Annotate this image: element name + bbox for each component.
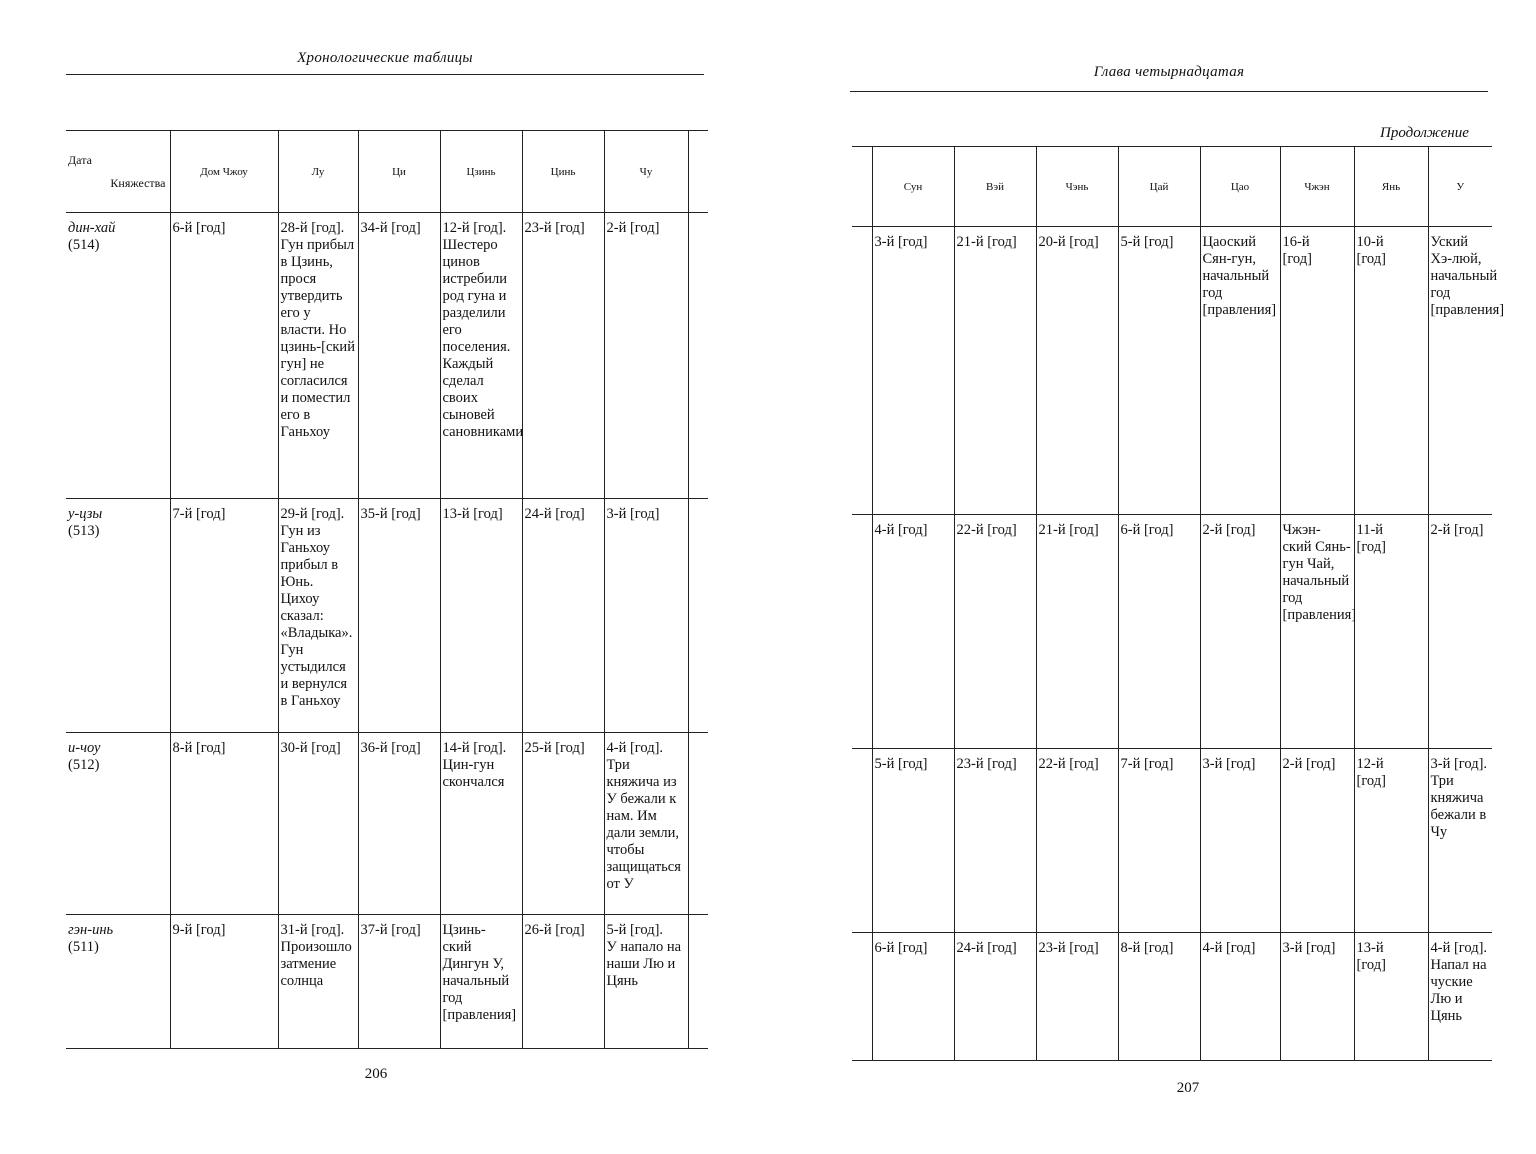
corner-label-date: Дата [68, 152, 92, 167]
table-cell: 21-й [год] [1036, 515, 1118, 749]
table-cell: 36-й [год] [358, 733, 440, 915]
column-header: Цао [1200, 147, 1280, 227]
table-cell: 5-й [год]. У напало на наши Лю и Цянь [604, 915, 688, 1049]
table-cell: 23-й [год] [522, 213, 604, 499]
table-cell: 2-й [год] [1428, 515, 1492, 749]
table-cell: Чжэн- ский Сянь-гун Чай, начальный год [правления] [1280, 515, 1354, 749]
chronology-table-right [852, 146, 1505, 1061]
table-cell: 8-й [год] [170, 733, 278, 915]
date-cell: у-цзы (513) [66, 499, 170, 733]
table-cell: 4-й [год]. Напал на чуские Лю и Цянь [1428, 933, 1492, 1061]
table-cell: 22-й [год] [1036, 749, 1118, 933]
column-header: Лу [278, 131, 358, 213]
table-cell: 23-й [год] [954, 749, 1036, 933]
right-page [760, 0, 1536, 1154]
column-header: Ци [358, 131, 440, 213]
column-header: Сун [872, 147, 954, 227]
table-row [66, 733, 708, 915]
table-cell: 35-й [год] [358, 499, 440, 733]
column-header: У [1428, 147, 1492, 227]
table-cell: 8-й [год] [1118, 933, 1200, 1061]
table-cell: 6-й [год] [170, 213, 278, 499]
table-cell: 12-й [год]. Шестеро цинов истребили род гуна и разделили его поселения. Каждый сделал своих сыновей сановниками [440, 213, 522, 499]
table-cell: 3-й [год] [1200, 749, 1280, 933]
chronology-table-left [66, 130, 708, 1049]
table-cell: 3-й [год] [1280, 933, 1354, 1061]
date-cell: и-чоу (512) [66, 733, 170, 915]
table-cell: 2-й [год] [1280, 749, 1354, 933]
table-cell: 30-й [год] [278, 733, 358, 915]
table-cell: 24-й [год] [522, 499, 604, 733]
continued-label: Продолжение [1380, 125, 1469, 141]
column-header: Чжэн [1280, 147, 1354, 227]
table-cell: 13-й [год] [1354, 933, 1428, 1061]
table-cell: 3-й [год]. Три княжича бежали в Чу [1428, 749, 1492, 933]
date-cell: дин-хай (514) [66, 213, 170, 499]
table-cell: 4-й [год] [872, 515, 954, 749]
empty-cell [688, 915, 708, 1049]
page-number: 207 [1176, 1080, 1200, 1096]
table-cell: 2-й [год] [604, 213, 688, 499]
table-cell: 3-й [год] [604, 499, 688, 733]
head-rule [66, 74, 704, 75]
table-row [852, 933, 1492, 1061]
empty-cell [852, 515, 872, 749]
table-cell: 37-й [год] [358, 915, 440, 1049]
table-cell: 5-й [год] [1118, 227, 1200, 515]
table-cell: 14-й [год]. Цин-гун скончался [440, 733, 522, 915]
header-row [852, 147, 1492, 227]
table-cell: 25-й [год] [522, 733, 604, 915]
table-cell: 6-й [год] [1118, 515, 1200, 749]
table-cell: 9-й [год] [170, 915, 278, 1049]
empty-cell [852, 933, 872, 1061]
table-cell: Цаоский Сян-гун, начальный год [правления] [1200, 227, 1280, 515]
column-header: Чу [604, 131, 688, 213]
empty-column-header [852, 147, 872, 227]
running-head: Глава четырнадцатая [1093, 64, 1245, 80]
empty-column-header [688, 131, 708, 213]
column-header: Чэнь [1036, 147, 1118, 227]
page-number: 206 [364, 1066, 388, 1082]
table-cell: 11-й [год] [1354, 515, 1428, 749]
table-cell: 4-й [год]. Три княжича из У бежали к нам. Им дали земли, чтобы защищаться от У [604, 733, 688, 915]
table-cell: Цзинь- ский Дингун У, начальный год [правления] [440, 915, 522, 1049]
table-row [852, 227, 1492, 515]
corner-header [66, 131, 170, 213]
table-row [66, 213, 708, 499]
table-cell: 16-й [год] [1280, 227, 1354, 515]
table-cell: 23-й [год] [1036, 933, 1118, 1061]
column-header: Цай [1118, 147, 1200, 227]
table-cell: Уский Хэ-люй, начальный год [правления] [1428, 227, 1492, 515]
table-cell: 4-й [год] [1200, 933, 1280, 1061]
table-cell: 34-й [год] [358, 213, 440, 499]
table-row [66, 915, 708, 1049]
date-cell: гэн-инь (511) [66, 915, 170, 1049]
table-cell: 13-й [год] [440, 499, 522, 733]
table-cell: 31-й [год]. Произошло затмение солнца [278, 915, 358, 1049]
column-header: Дом Чжоу [170, 131, 278, 213]
empty-cell [688, 499, 708, 733]
column-header: Цинь [522, 131, 604, 213]
table-cell: 7-й [год] [170, 499, 278, 733]
corner-label-states: Княжества [110, 175, 166, 190]
table-cell: 10-й [год] [1354, 227, 1428, 515]
table-cell: 20-й [год] [1036, 227, 1118, 515]
empty-cell [688, 213, 708, 499]
table-cell: 5-й [год] [872, 749, 954, 933]
table-cell: 28-й [год]. Гун прибыл в Цзинь, прося утвердить его у власти. Но цзинь-[ский гун] не согласился и поместил его в Ганьхоу [278, 213, 358, 499]
table-cell: 29-й [год]. Гун из Ганьхоу прибыл в Юнь. Цихоу сказал: «Владыка». Гун устыдился и вернулся в Ганьхоу [278, 499, 358, 733]
table-cell: 24-й [год] [954, 933, 1036, 1061]
table-cell: 12-й [год] [1354, 749, 1428, 933]
table-cell: 7-й [год] [1118, 749, 1200, 933]
head-rule [850, 91, 1488, 92]
empty-cell [852, 749, 872, 933]
table-cell: 22-й [год] [954, 515, 1036, 749]
header-row [66, 131, 708, 213]
table-row [852, 515, 1492, 749]
table-row [852, 749, 1492, 933]
table-cell: 3-й [год] [872, 227, 954, 515]
table-cell: 26-й [год] [522, 915, 604, 1049]
column-header: Цзинь [440, 131, 522, 213]
column-header: Вэй [954, 147, 1036, 227]
column-header: Янь [1354, 147, 1428, 227]
running-head: Хронологические таблицы [297, 50, 473, 66]
left-page [0, 0, 760, 1154]
table-cell: 21-й [год] [954, 227, 1036, 515]
table-cell: 6-й [год] [872, 933, 954, 1061]
empty-cell [688, 733, 708, 915]
empty-cell [852, 227, 872, 515]
table-cell: 2-й [год] [1200, 515, 1280, 749]
table-row [66, 499, 708, 733]
